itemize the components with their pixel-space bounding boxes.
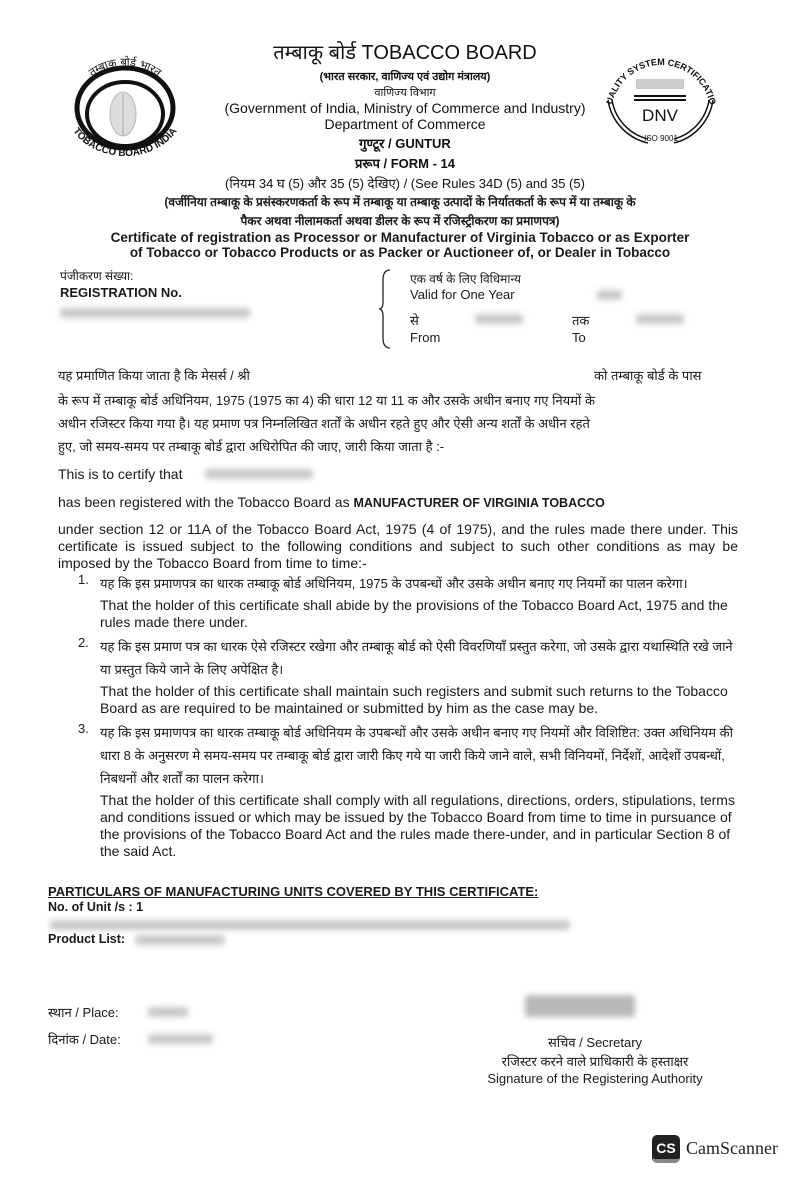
subtitle-english-line-1: Certificate of registration as Processor or Manufacturer of Virginia Tobacco or as Exporter [110, 230, 690, 245]
registration-category: MANUFACTURER OF VIRGINIA TOBACCO [353, 496, 605, 510]
to-date-redacted [636, 314, 684, 324]
registration-label: REGISTRATION No. [60, 285, 182, 300]
svg-text:DNV: DNV [642, 106, 678, 125]
condition-hindi-text: यह कि इस प्रमाणपत्र का धारक तम्बाकू बोर्ड अधिनियम के उपबन्धों और उसके अधीन बनाए गए नियमों और विशिष्टित: उक्त अधिनियम की धारा 8 के अनुसरण मे समय-समय पर तम्बाकू बोर्ड द्वारा जारी किए गये या जारी किये जाने वाले, सभी विनियमों, निर्देशों, आदेशों उपबन्धों, निबधनों और शर्तों का पालन करेगा। [100, 725, 733, 786]
registered-as-prefix: has been registered with the Tobacco Board as [58, 494, 350, 510]
condition-hindi-text: यह कि इस प्रमाण पत्र का धारक ऐसे रजिस्टर रखेगा और तम्बाकू बोर्ड को ऐसी विवरणियाँ प्रस्तुत करेगा, जो उसके द्वारा यथास्थिति रखे जाने या प्रस्तुत किये जाने के लिए अपेक्षित है। [100, 639, 733, 677]
ministry-english: (Government of India, Ministry of Commerce and Industry) [224, 100, 586, 116]
form-number: प्ररूप / FORM - 14 [354, 156, 455, 171]
signature-redacted [525, 995, 635, 1017]
date-value-redacted [148, 1034, 213, 1044]
camscanner-logo-icon: CS [652, 1135, 680, 1163]
page-title: तम्बाकू बोर्ड TOBACCO BOARD [273, 42, 537, 64]
validity-label: Valid for One Year [410, 287, 515, 302]
place-label: स्थान / Place: [48, 1005, 119, 1020]
svg-text:ISO 9001: ISO 9001 [644, 134, 678, 143]
condition-number: 1. [78, 572, 89, 587]
registration-number-redacted [60, 308, 250, 318]
ministry-hindi: (भारत सरकार, वाणिज्य एवं उद्योग मंत्रालय) [319, 71, 491, 83]
subtitle-hindi-line-2: पैकर अथवा नीलामकर्ता अथवा डीलर के रूप में रजिस्ट्रीकरण का प्रमाणपत्र) [240, 214, 560, 228]
from-label: From [410, 330, 441, 345]
to-label-hindi: तक [572, 313, 590, 328]
product-list-label: Product List: [48, 932, 126, 946]
signature-label-hindi: रजिस्टर करने वाले प्राधिकारी के हस्ताक्षर [501, 1054, 689, 1069]
validity-label-hindi: एक वर्ष के लिए विधिमान्य [410, 272, 521, 286]
condition-item [78, 635, 738, 717]
hindi-paragraph-line-1: के रूप में तम्बाकू बोर्ड अधिनियम, 1975 (1975 का 4) की धारा 12 या 11 क और उसके अधीन बनाए गए नियमों के [58, 393, 595, 408]
from-date-redacted [475, 314, 523, 324]
camscanner-watermark [652, 1135, 778, 1163]
condition-item [78, 572, 738, 631]
secretary-label: सचिव / Secretary [547, 1035, 643, 1050]
particulars-heading: PARTICULARS OF MANUFACTURING UNITS COVERED BY THIS CERTIFICATE: [48, 884, 539, 899]
svg-text:TOBACCO BOARD INDIA: TOBACCO BOARD INDIA [70, 125, 180, 158]
city-label: गुण्टूर / GUNTUR [359, 136, 451, 151]
svg-text:तम्बाकू बोर्ड भारत: तम्बाकू बोर्ड भारत [86, 55, 164, 80]
hindi-paragraph-line-3: हुए, जो समय-समय पर तम्बाकू बोर्ड द्वारा अधिरोपित की जाए, जारी किया जाता है :- [58, 439, 445, 454]
subtitle-hindi-line-1: (वर्जीनिया तम्बाकू के प्रसंस्करणकर्ता के रूप में तम्बाकू या तम्बाकू उत्पादों के निर्यातकर्ता के रूप में या तम्बाकू के [164, 195, 636, 209]
department-english: Department of Commerce [324, 116, 486, 132]
certificate-holder-redacted [205, 469, 313, 479]
subtitle-english-line-2: of Tobacco or Tobacco Products or as Packer or Auctioneer of, or Dealer in Tobacco [129, 245, 671, 260]
department-hindi: वाणिज्य विभाग [374, 87, 436, 99]
registration-label-hindi: पंजीकरण संख्या: [60, 269, 134, 283]
condition-english-text: That the holder of this certificate shall abide by the provisions of the Tobacco Board Act, 1975 and the rules made there under. [100, 597, 728, 630]
conditions-list [78, 572, 738, 860]
date-label: दिनांक / Date: [48, 1032, 121, 1047]
svg-text:QUALITY SYSTEM CERTIFICATION: UALITY SYSTEM CERTIFICATIO [604, 56, 718, 106]
camscanner-label: CamScanner [686, 1138, 778, 1159]
condition-item [78, 721, 738, 860]
unit-address-redacted [50, 920, 570, 930]
hindi-paragraph-line-2: अधीन रजिस्टर किया गया है। यह प्रमाण पत्र निम्नलिखित शर्तों के अधीन रहते हुए और ऐसी अन्य शर्तों के अधीन रहते [58, 416, 590, 431]
certify-label: This is to certify that [58, 466, 183, 482]
registered-as-line [58, 494, 605, 510]
condition-english-text: That the holder of this certificate shall comply with all regulations, directions, orders, stipulations, terms and conditions issued or which may be issued by the Tobacco Board from time to time in pursuance of the provisions of the Tobacco Board Act and the rules made there-under, and in particular Section 8 of the said Act. [100, 792, 735, 859]
validity-year-redacted [597, 290, 622, 300]
hindi-intro-left: यह प्रमाणित किया जाता है कि मेसर्स / श्री [58, 368, 250, 383]
from-label-hindi: से [410, 313, 419, 328]
condition-number: 3. [78, 721, 89, 736]
condition-english-text: That the holder of this certificate shall maintain such registers and submit such returns to the Tobacco Board as are required to be maintained or submitted by him as the case may be. [100, 683, 728, 716]
to-label: To [572, 330, 586, 345]
hindi-intro-right: को तम्बाकू बोर्ड के पास [594, 368, 702, 383]
rules-reference: (नियम 34 घ (5) और 35 (5) देखिए) / (See Rules 34D (5) and 35 (5) [225, 176, 585, 191]
units-count: No. of Unit /s : 1 [48, 900, 144, 914]
product-list-redacted [135, 935, 225, 945]
condition-hindi-text: यह कि इस प्रमाणपत्र का धारक तम्बाकू बोर्ड अधिनियम, 1975 के उपबन्धों और उसके अधीन बनाए गए नियमों का पालन करेगा। [100, 576, 688, 591]
signature-label: Signature of the Registering Authority [487, 1071, 703, 1086]
condition-number: 2. [78, 635, 89, 650]
place-value-redacted [148, 1007, 188, 1017]
validity-brace [378, 268, 392, 350]
english-certification-paragraph: under section 12 or 11A of the Tobacco Board Act, 1975 (4 of 1975), and the rules made there under. This certificate is issued subject to the following conditions and subject to such other conditions as may be imposed by the Tobacco Board from time to time:- [58, 521, 738, 571]
